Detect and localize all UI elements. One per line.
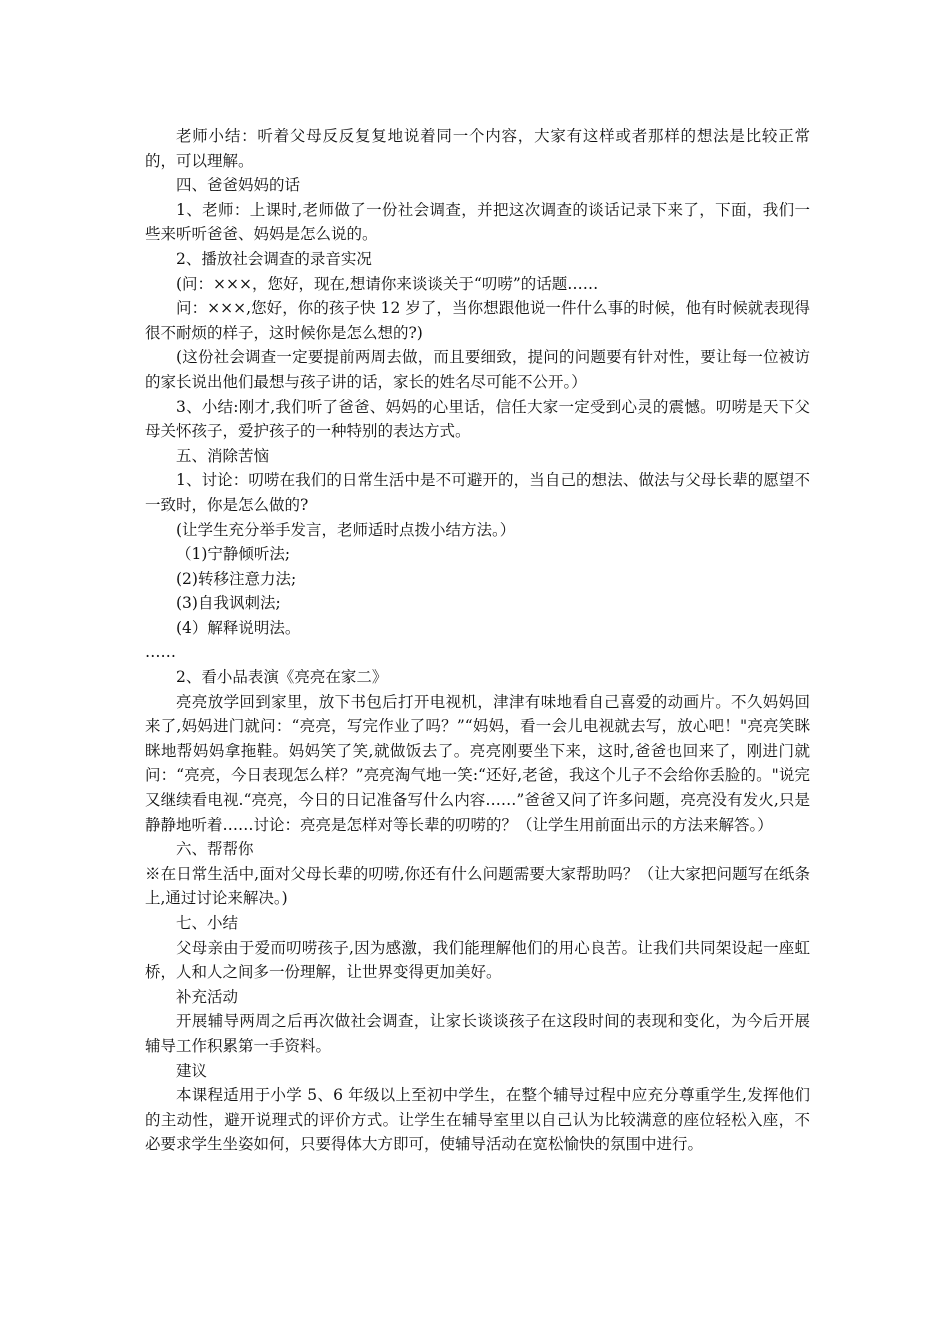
list-item: (4）解释说明法。 — [176, 618, 301, 637]
paragraph: 老师小结：听着父母反反复复地说着同一个内容，大家有这样或者那样的想法是比较正常的，可以理解。 — [145, 127, 810, 170]
paragraph: (问：×××，您好，现在,想请你来谈谈关于“叨唠”的话题…… — [176, 274, 599, 293]
paragraph: 本课程适用于小学 5、6 年级以上至初中学生，在整个辅导过程中应充分尊重学生,发挥他们的主动性，避开说理式的评价方式。让学生在辅导室里以自己认为比较满意的座位轻松入座，不必要求学生坐姿如何，只要得体大方即可，使辅导活动在宽松愉快的氛围中进行。 — [145, 1086, 810, 1154]
paragraph: 开展辅导两周之后再次做社会调查，让家长谈谈孩子在这段时间的表现和变化，为今后开展辅导工作积累第一手资料。 — [145, 1012, 810, 1055]
paragraph: 亮亮放学回到家里，放下书包后打开电视机，津津有味地看自己喜爱的动画片。不久妈妈回来了,妈妈进门就问：“亮亮，写完作业了吗？”“妈妈，看一会儿电视就去写，放心吧！"亮亮笑眯眯地帮妈妈拿拖鞋。妈妈笑了笑,就做饭去了。亮亮刚要坐下来，这时,爸爸也回来了，刚进门就问：“亮亮，今日表现怎么样？”亮亮淘气地一笑:“还好,老爸，我这个儿子不会给你丢脸的。"说完又继续看电视.“亮亮，今日的日记准备写什么内容……”爸爸又问了许多问题，亮亮没有发火,只是静静地听着……讨论：亮亮是怎样对等长辈的叨唠的？（让学生用前面出示的方法来解答。） — [145, 692, 810, 834]
ellipsis-line: …… — [145, 643, 176, 662]
paragraph: 2、看小品表演《亮亮在家二》 — [176, 668, 388, 687]
paragraph: 1、讨论：叨唠在我们的日常生活中是不可避开的，当自己的想法、做法与父母长辈的愿望不一致时，你是怎么做的? — [145, 471, 810, 514]
section-heading: 六、帮帮你 — [176, 840, 254, 859]
section-heading: 建议 — [176, 1061, 208, 1080]
list-item: （1)宁静倾听法; — [176, 545, 291, 564]
paragraph: 3、小结:刚才,我们听了爸爸、妈妈的心里话，信任大家一定受到心灵的震憾。叨唠是天下父母关怀孩子，爱护孩子的一种特别的表达方式。 — [145, 397, 810, 441]
paragraph: ※在日常生活中,面对父母长辈的叨唠,你还有什么问题需要大家帮助吗？（让大家把问题写在纸条上,通过讨论来解决。) — [145, 864, 810, 908]
paragraph: 父母亲由于爱而叨唠孩子,因为感激，我们能理解他们的用心良苦。让我们共同架设起一座虹桥，人和人之间多一份理解，让世界变得更加美好。 — [145, 938, 810, 982]
paragraph: 1、老师：上课时,老师做了一份社会调查，并把这次调查的谈话记录下来了，下面，我们一些来听听爸爸、妈妈是怎么说的。 — [145, 200, 810, 244]
paragraph: 2、播放社会调查的录音实况 — [176, 249, 372, 268]
document-body — [145, 124, 810, 1157]
section-heading: 补充活动 — [176, 987, 239, 1006]
list-item: (3)自我讽刺法; — [176, 594, 281, 613]
list-item: (2)转移注意力法; — [176, 569, 297, 588]
paragraph: (这份社会调查一定要提前两周去做，而且要细致，提问的问题要有针对性，要让每一位被访的家长说出他们最想与孩子讲的话，家长的姓名尽可能不公开。） — [145, 348, 810, 391]
section-heading: 七、小结 — [176, 914, 239, 932]
section-heading: 五、消除苦恼 — [176, 446, 270, 465]
paragraph: (让学生充分举手发言，老师适时点拨小结方法。） — [176, 520, 516, 539]
paragraph: 问：×××,您好，你的孩子快 12 岁了，当你想跟他说一件什么事的时候，他有时候就表现得很不耐烦的样子，这时候你是怎么想的?) — [145, 299, 810, 342]
section-heading: 四、爸爸妈妈的话 — [176, 176, 301, 195]
